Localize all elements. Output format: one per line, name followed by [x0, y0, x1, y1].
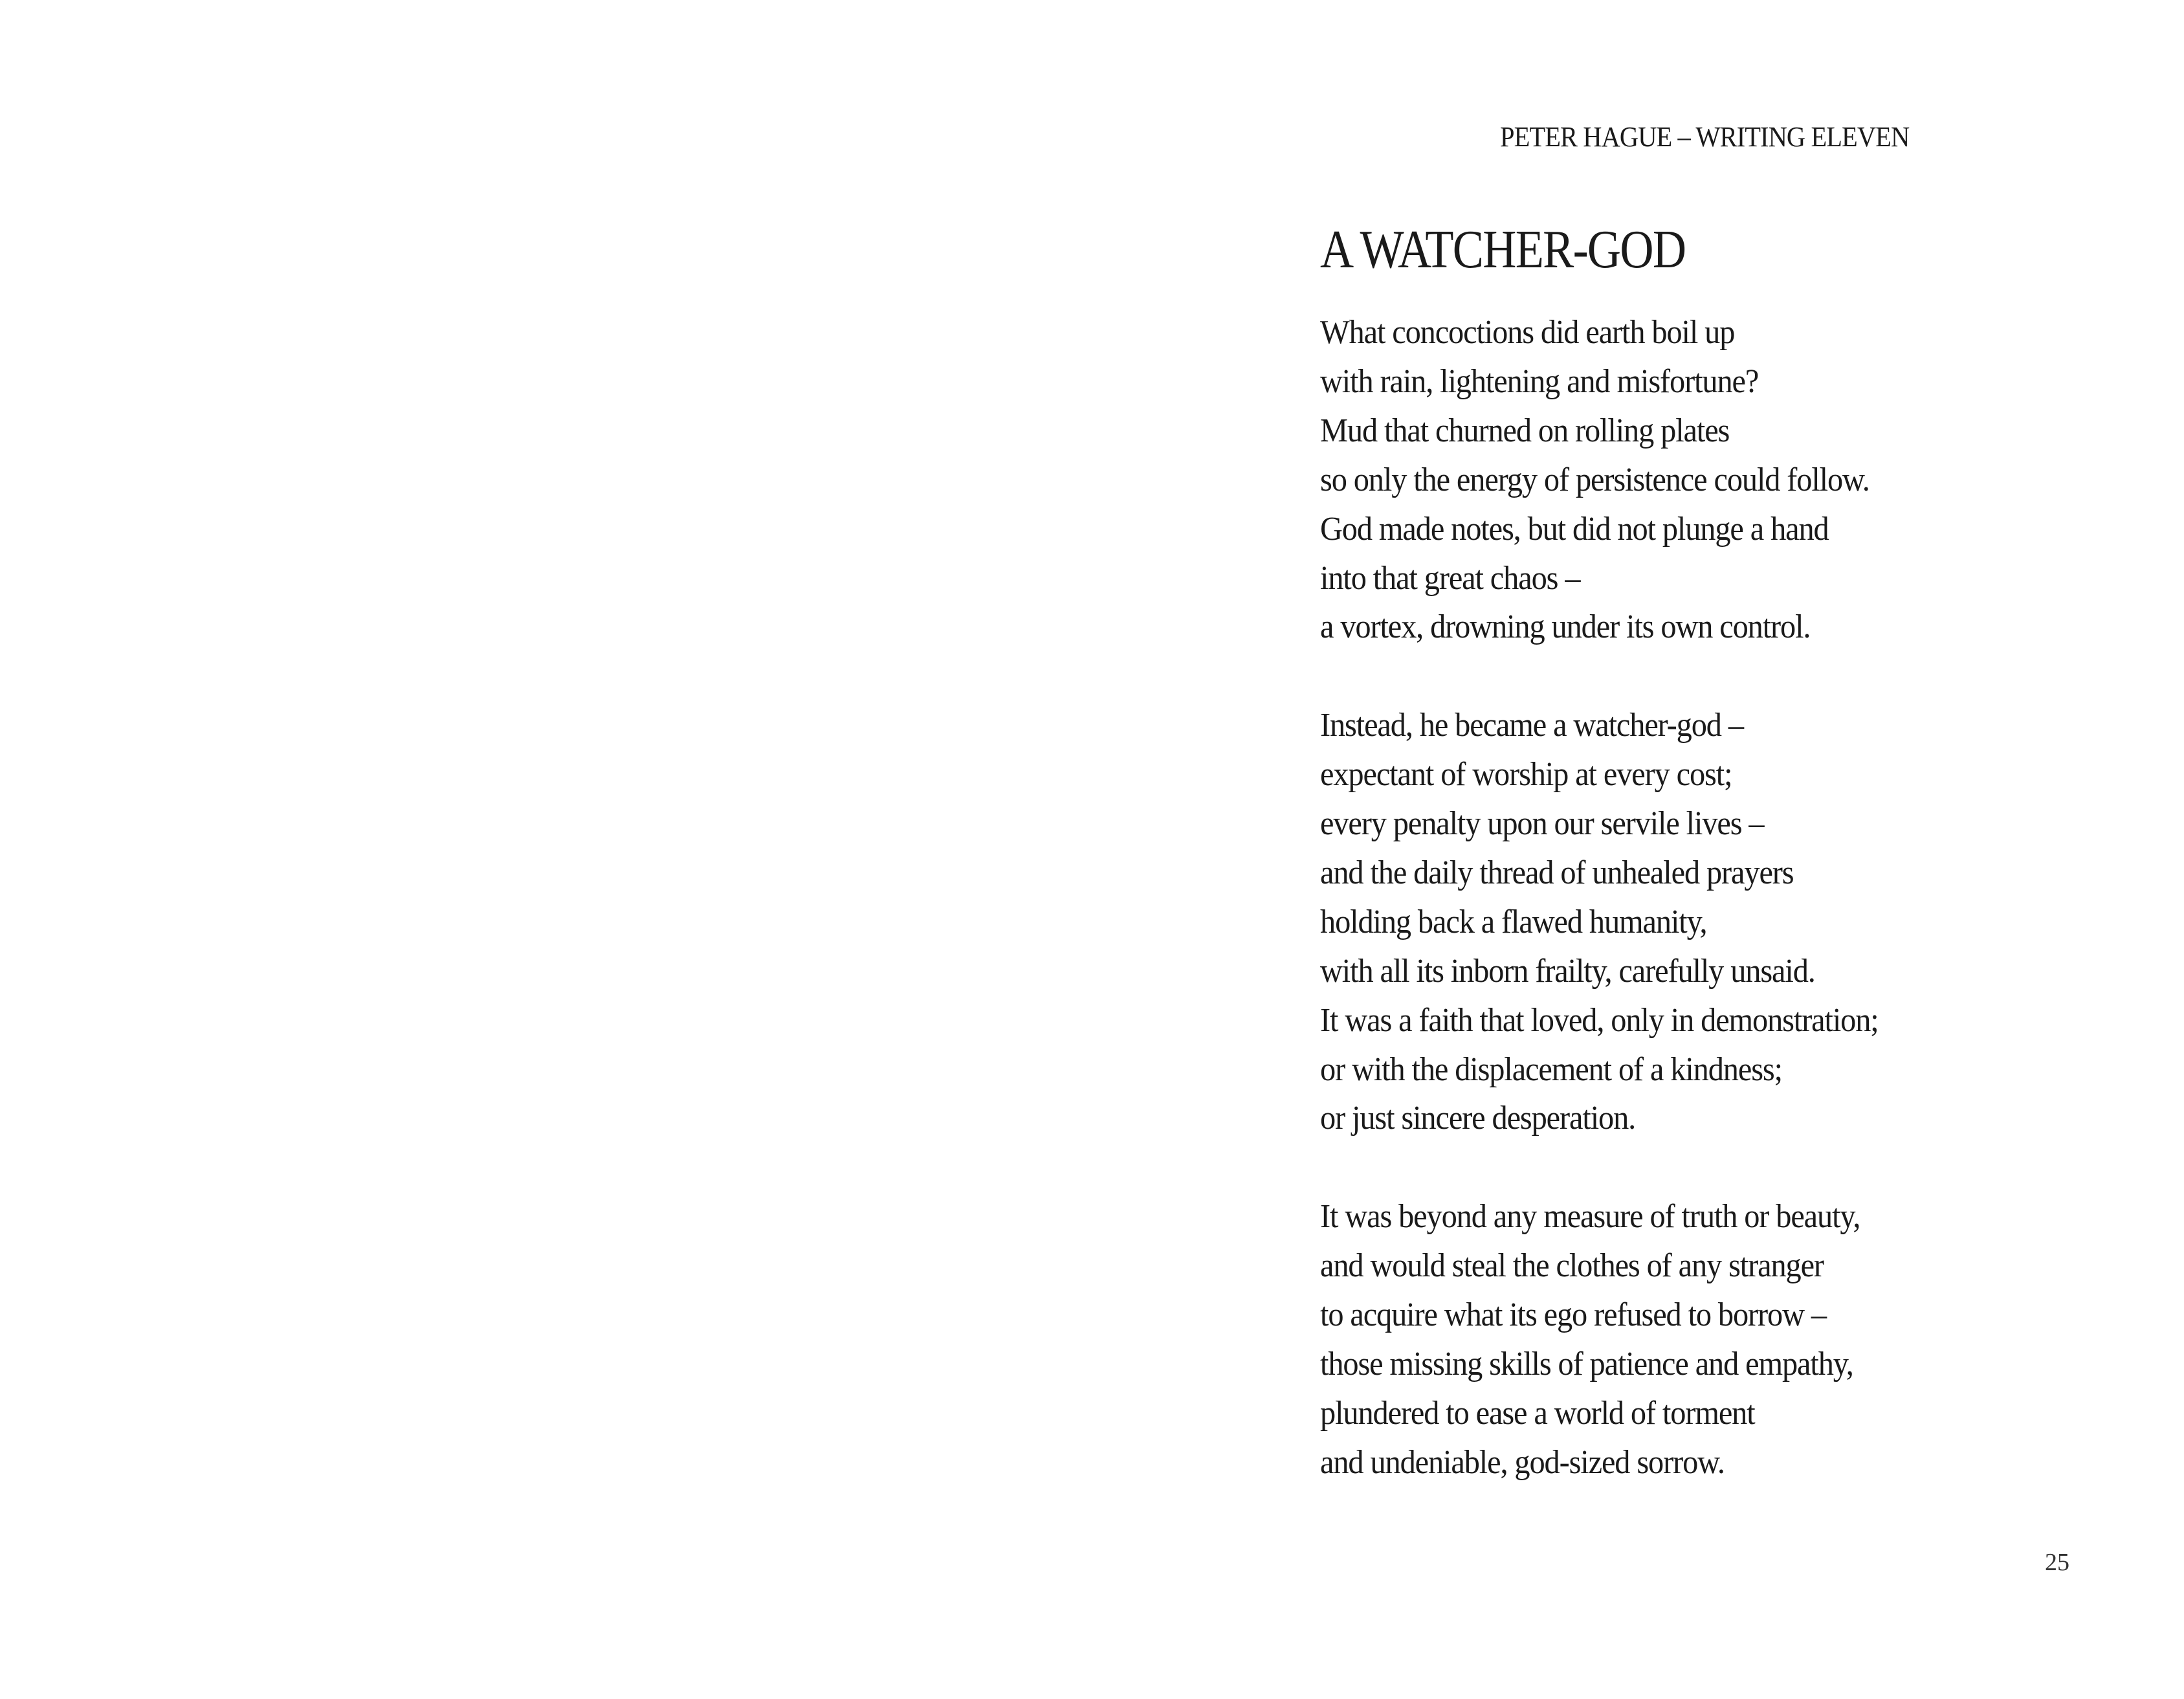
poem-line: and undeniable, god-sized sorrow. — [1320, 1443, 1725, 1481]
poem-line: or just sincere desperation. — [1320, 1100, 1636, 1137]
poem-line: and the daily thread of unhealed prayers — [1320, 854, 1794, 891]
poem-line: It was a faith that loved, only in demonstration; — [1320, 1001, 1879, 1039]
poem-line: and would steal the clothes of any stranger — [1320, 1247, 1824, 1285]
running-header: PETER HAGUE – WRITING ELEVEN — [1499, 121, 1909, 153]
stanza — [1320, 1192, 1879, 1487]
poem-line: Instead, he became a watcher-god – — [1320, 707, 1743, 744]
page-number: 25 — [2045, 1549, 2069, 1576]
poem-line: It was beyond any measure of truth or beauty, — [1320, 1198, 1860, 1236]
poem-line: with all its inborn frailty, carefully unsaid. — [1320, 952, 1815, 990]
poem-line: What concoctions did earth boil up — [1320, 314, 1735, 351]
poem-line: those missing skills of patience and empathy, — [1320, 1346, 1853, 1383]
poem-line: a vortex, drowning under its own control. — [1320, 608, 1811, 646]
poem-title: A WATCHER-GOD — [1320, 219, 1686, 280]
poem-line: to acquire what its ego refused to borrow – — [1320, 1296, 1826, 1334]
poem-line: so only the energy of persistence could follow. — [1320, 461, 1870, 498]
poem-line: expectant of worship at every cost; — [1320, 756, 1732, 794]
poem-line: every penalty upon our servile lives – — [1320, 805, 1764, 843]
poem-line: into that great chaos – — [1320, 559, 1580, 597]
stanza — [1320, 308, 1879, 652]
poem-line: holding back a flawed humanity, — [1320, 903, 1707, 940]
poem-line: Mud that churned on rolling plates — [1320, 412, 1730, 449]
poem-line: with rain, lightening and misfortune? — [1320, 362, 1759, 400]
poem-body — [1320, 308, 1879, 1537]
poem-line: God made notes, but did not plunge a hand — [1320, 510, 1829, 548]
poem-line: plundered to ease a world of torment — [1320, 1394, 1755, 1432]
stanza — [1320, 701, 1879, 1143]
poem-line: or with the displacement of a kindness; — [1320, 1050, 1782, 1088]
